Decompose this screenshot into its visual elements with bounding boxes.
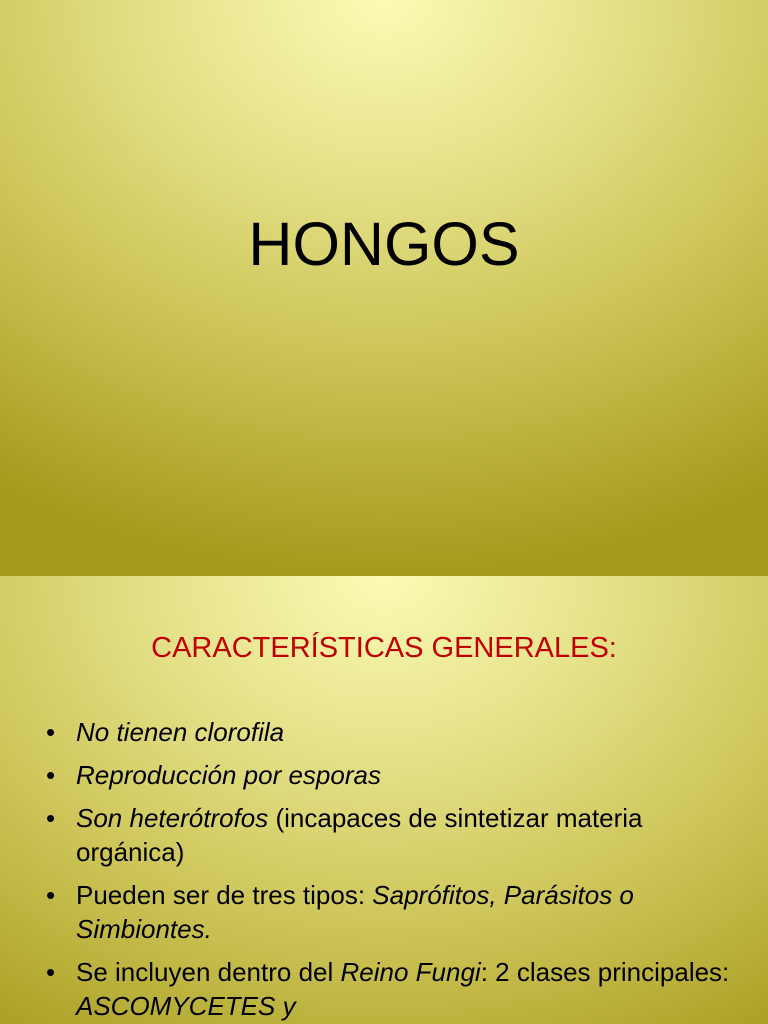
bullet-text: Reproducción por esporas — [76, 760, 381, 790]
bullet-text-italic: Saprófitos, Parásitos o Simbiontes. — [76, 880, 634, 944]
bullet-text-italic: ASCOMYCETES y — [76, 991, 296, 1021]
slide-heading-text: CARACTERÍSTICAS GENERALES — [151, 632, 609, 664]
bullet-dot: • — [46, 717, 56, 747]
bullet-dot: • — [46, 760, 56, 790]
bullet-text: No tienen clorofila — [76, 717, 285, 747]
bullet-text-plain: (incapaces de sintetizar materia orgánica) — [76, 803, 643, 867]
bullet-dot: • — [46, 957, 56, 987]
bullet-text-plain: Pueden ser de tres tipos: — [76, 880, 373, 910]
bullet-list — [46, 715, 746, 1024]
bullet-item — [46, 878, 746, 946]
slide-2[interactable] — [0, 576, 768, 1024]
bullet-text-italic: Reino Fungi — [340, 957, 481, 987]
bullet-item — [46, 955, 746, 1023]
slide-title: HONGOS — [248, 210, 520, 278]
bullet-text-plain: Se incluyen dentro del — [76, 957, 341, 987]
bullet-item — [46, 758, 746, 792]
bullet-text-plain: : 2 clases principales: — [480, 957, 730, 987]
bullet-item — [46, 715, 746, 749]
bullet-item — [46, 801, 746, 869]
bullet-text-italic: Son heterótrofos — [76, 803, 269, 833]
slide-heading-colon: : — [608, 632, 617, 664]
slide-heading — [0, 628, 768, 668]
bullet-dot: • — [46, 880, 56, 910]
bullet-dot: • — [46, 803, 56, 833]
